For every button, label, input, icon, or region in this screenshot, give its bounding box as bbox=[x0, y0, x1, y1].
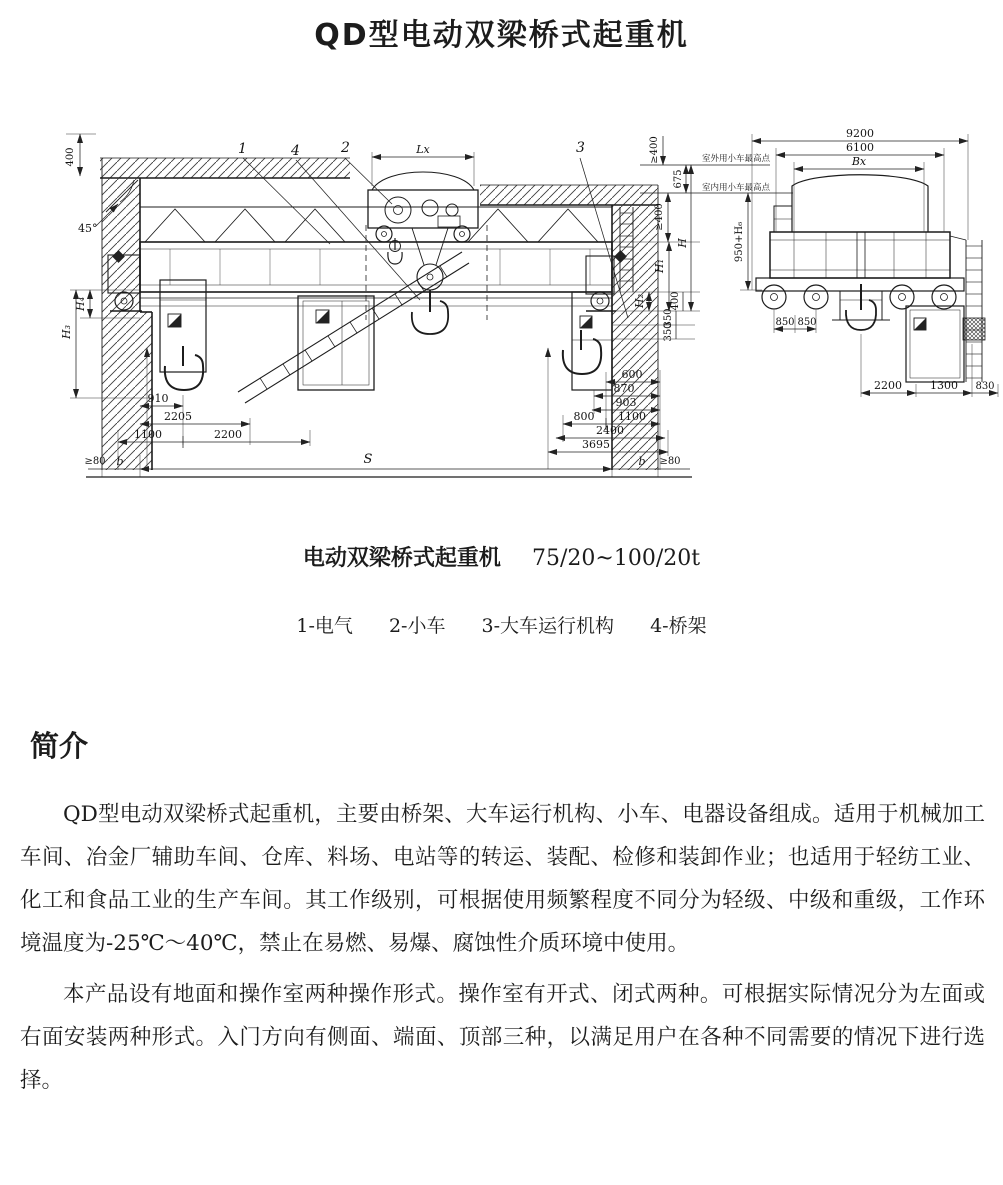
main-view-dimensions bbox=[60, 134, 771, 477]
dim-bl-label: b bbox=[116, 455, 124, 468]
legend-item-electric: 1-电气 bbox=[296, 615, 353, 637]
dim-S-label: S bbox=[363, 452, 373, 467]
figure-caption bbox=[0, 541, 1003, 572]
right-wall bbox=[480, 185, 658, 470]
intro-heading: 简介 bbox=[30, 729, 89, 763]
main-elevation-view bbox=[100, 158, 793, 470]
dim-ge80l-label: ≥80 bbox=[84, 456, 106, 467]
dim-H3-label: H₃ bbox=[60, 324, 73, 340]
counterweight-hatch bbox=[963, 318, 985, 340]
dim-3695-label: 3695 bbox=[582, 438, 610, 451]
dim-350b-label: 350 bbox=[663, 322, 674, 342]
dim-br-label: b bbox=[638, 455, 646, 468]
callout-4: 4 bbox=[291, 143, 300, 159]
note-outdoor-trolley: 室外用小车最高点 bbox=[702, 154, 771, 164]
bridge-girder bbox=[140, 207, 612, 320]
dim-ge400a-label: ≥400 bbox=[649, 136, 660, 164]
dim-Bx-label: Bx bbox=[851, 155, 867, 168]
girder-side bbox=[770, 232, 950, 278]
dim-675-label: 675 bbox=[673, 169, 684, 189]
dim-903-label: 903 bbox=[615, 396, 637, 409]
dim-1100r-label: 1100 bbox=[618, 410, 646, 423]
callout-3: 3 bbox=[576, 140, 585, 156]
dim-1100l-label: 1100 bbox=[134, 428, 162, 441]
note-indoor-trolley: 室内用小车最高点 bbox=[702, 183, 771, 193]
dim-1300-label: 1300 bbox=[930, 379, 958, 392]
hook-right bbox=[563, 330, 601, 374]
legend-item-travel-mechanism: 3-大车运行机构 bbox=[481, 615, 615, 637]
dim-45deg-label: 45° bbox=[78, 222, 98, 235]
dim-600-label: 600 bbox=[621, 368, 643, 381]
callout-2: 2 bbox=[341, 140, 350, 156]
legend-item-bridge-frame: 4-桥架 bbox=[650, 615, 707, 637]
dim-H4-label: H₄ bbox=[74, 296, 87, 312]
operator-cab bbox=[298, 296, 374, 390]
dim-850a-label: 850 bbox=[775, 317, 795, 328]
side-view-dimensions bbox=[734, 127, 998, 397]
intro-paragraph-1: QD型电动双梁桥式起重机，主要由桥架、大车运行机构、小车、电器设备组成。适用于机械加工车间、冶金厂辅助车间、仓库、料场、电站等的转运、装配、检修和装卸作业；也适用于轻纺工业、化工和食品工业的生产车间。其工作级别，可根据使用频繁程度不同分为轻级、中级和重级，工作环境温度为-25℃～40℃，禁止在易燃、易爆、腐蚀性介质环境中使用。 bbox=[20, 802, 985, 956]
dim-830-label: 830 bbox=[975, 381, 995, 392]
trolley-side bbox=[792, 175, 928, 232]
dim-9200-label: 9200 bbox=[846, 127, 874, 140]
dim-2200l-label: 2200 bbox=[214, 428, 242, 441]
dim-910-label: 910 bbox=[147, 392, 169, 405]
callout-1: 1 bbox=[238, 141, 247, 157]
technical-drawing bbox=[0, 115, 1003, 490]
dim-ge400b-label: ≥400 bbox=[654, 203, 665, 231]
dim-H2-label: H₂ bbox=[633, 293, 646, 309]
dim-2200s-label: 2200 bbox=[874, 379, 902, 392]
left-wall bbox=[102, 158, 152, 470]
dim-2205-label: 2205 bbox=[164, 410, 192, 423]
intro-paragraph-2: 本产品设有地面和操作室两种操作形式。操作室有开式、闭式两种。可根据实际情况分为左面或右面安装两种形式。入门方向有侧面、端面、顶部三种，以满足用户在各种不同需要的情况下进行选择。 bbox=[20, 982, 985, 1093]
dim-6100-label: 6100 bbox=[846, 141, 874, 154]
dim-400r-label: 400 bbox=[670, 291, 681, 311]
dim-850b-label: 850 bbox=[797, 317, 817, 328]
dim-H-label: H bbox=[676, 238, 689, 248]
dim-800-label: 800 bbox=[573, 410, 595, 423]
dim-H1-label: H₁ bbox=[653, 258, 666, 274]
dim-950H6-label: 950+H₆ bbox=[734, 221, 745, 263]
ladder-side bbox=[950, 236, 985, 382]
figure-caption-name: 电动双梁桥式起重机 bbox=[302, 546, 501, 571]
dim-870-label: 870 bbox=[613, 382, 635, 395]
aux-hook-small bbox=[388, 252, 402, 264]
hook-left bbox=[165, 346, 203, 390]
figure-legend bbox=[0, 611, 1003, 638]
figure-caption-spec: 75/20~100/20t bbox=[532, 546, 701, 571]
dim-400-top-label: 400 bbox=[65, 147, 76, 167]
side-view bbox=[756, 175, 985, 382]
page-title: QD型电动双梁桥式起重机 bbox=[314, 18, 689, 53]
intro-body bbox=[20, 793, 985, 1110]
cab-side bbox=[906, 306, 964, 382]
ceiling-left bbox=[100, 158, 350, 178]
wheels-side bbox=[762, 285, 956, 309]
dim-2400-label: 2400 bbox=[596, 424, 624, 437]
staircase bbox=[238, 252, 469, 403]
legend-item-trolley: 2-小车 bbox=[388, 615, 446, 637]
dim-lx-label: Lx bbox=[416, 143, 430, 156]
dim-ge80r-label: ≥80 bbox=[659, 456, 681, 467]
dim-350a-label: 350 bbox=[663, 308, 674, 328]
